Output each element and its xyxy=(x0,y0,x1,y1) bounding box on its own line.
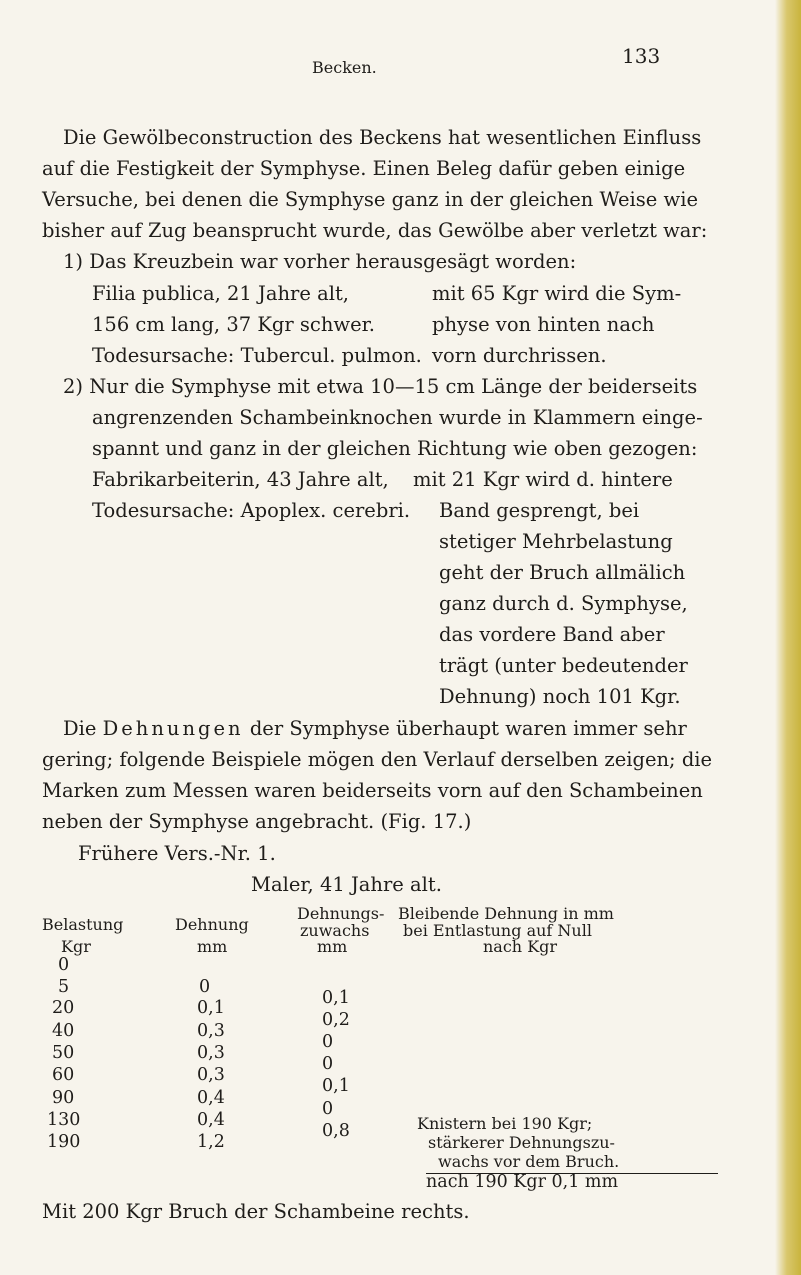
load-value: 0 xyxy=(58,955,70,975)
para2-first-word: Die xyxy=(63,717,97,740)
stretch-value: 1,2 xyxy=(197,1132,225,1152)
running-title: Becken. xyxy=(312,58,377,77)
case2-heading: 2) Nur die Symphyse mit etwa 10—15 cm Länge der beiderseits xyxy=(63,375,698,398)
case2-result: trägt (unter bedeutender xyxy=(439,654,688,677)
col-unit-stretch: mm xyxy=(197,937,228,956)
intro-line: Versuche, bei denen die Symphyse ganz in der gleichen Weise wie xyxy=(42,188,698,211)
load-value: 130 xyxy=(47,1110,81,1130)
intro-line: bisher auf Zug beansprucht wurde, das Gewölbe aber verletzt war: xyxy=(42,219,708,242)
residual-note: stärkerer Dehnungszu- xyxy=(428,1133,615,1152)
increase-value: 0,2 xyxy=(322,1010,350,1030)
case2-result: Dehnung) noch 101 Kgr. xyxy=(439,685,681,708)
col-header-residual-2: bei Entlastung auf Null xyxy=(403,921,592,940)
increase-value: 0 xyxy=(322,1054,334,1074)
para2-line: neben der Symphyse angebracht. (Fig. 17.) xyxy=(42,810,472,833)
col-header-increase-2: zuwachs xyxy=(300,921,370,940)
para2-line-rest: der Symphyse überhaupt waren immer sehr xyxy=(249,717,687,740)
final-line: Mit 200 Kgr Bruch der Schambeine rechts. xyxy=(42,1200,470,1223)
case1-result: physe von hinten nach xyxy=(432,313,655,336)
case1-heading: 1) Das Kreuzbein war vorher herausgesägt worden: xyxy=(63,250,577,273)
case2-result: das vordere Band aber xyxy=(439,623,665,646)
para2-line xyxy=(63,717,687,740)
case2-result: ganz durch d. Symphyse, xyxy=(439,592,688,615)
increase-value: 0 xyxy=(322,1032,334,1052)
case1-detail: 156 cm lang, 37 Kgr schwer. xyxy=(92,313,376,336)
case2-heading: spannt und ganz in der gleichen Richtung wie oben gezogen: xyxy=(92,437,698,460)
col-header-residual: Bleibende Dehnung in mm xyxy=(398,904,614,923)
col-unit-residual: nach Kgr xyxy=(483,937,558,956)
case1-detail: Filia publica, 21 Jahre alt, xyxy=(92,282,349,305)
case2-heading: angrenzenden Schambeinknochen wurde in Klammern einge- xyxy=(92,406,703,429)
increase-value: 0,1 xyxy=(322,1076,350,1096)
col-header-load: Belastung xyxy=(42,915,124,934)
case2-result: geht der Bruch allmälich xyxy=(439,561,686,584)
intro-line: auf die Festigkeit der Symphyse. Einen Beleg dafür geben einige xyxy=(42,157,686,180)
para2-line: Marken zum Messen waren beiderseits vorn auf den Schambeinen xyxy=(42,779,703,802)
stretch-value: 0,1 xyxy=(197,998,225,1018)
load-value: 20 xyxy=(52,998,75,1018)
increase-value: 0 xyxy=(322,1099,334,1119)
col-unit-load: Kgr xyxy=(61,937,91,956)
case2-result: Band gesprengt, bei xyxy=(439,499,640,522)
page-edge xyxy=(775,0,801,1275)
residual-note: Knistern bei 190 Kgr; xyxy=(417,1114,593,1133)
col-header-stretch: Dehnung xyxy=(175,915,249,934)
stretch-value: 0,3 xyxy=(197,1043,225,1063)
case2-detail: Todesursache: Apoplex. cerebri. xyxy=(92,499,411,522)
case2-detail: Fabrikarbeiterin, 43 Jahre alt, xyxy=(92,468,389,491)
load-value: 60 xyxy=(52,1065,75,1085)
load-value: 5 xyxy=(58,977,70,997)
load-value: 40 xyxy=(52,1021,75,1041)
case1-result: vorn durchrissen. xyxy=(432,344,607,367)
para2-line: gering; folgende Beispiele mögen den Verlauf derselben zeigen; die xyxy=(42,748,713,771)
col-header-increase: Dehnungs- xyxy=(297,904,385,923)
case2-result: mit 21 Kgr wird d. hintere xyxy=(413,468,673,491)
page-number: 133 xyxy=(622,44,661,68)
case1-detail: Todesursache: Tubercul. pulmon. xyxy=(92,344,422,367)
intro-line: Die Gewölbeconstruction des Beckens hat wesentlichen Einfluss xyxy=(63,126,702,149)
stretch-value: 0,3 xyxy=(197,1021,225,1041)
residual-note: wachs vor dem Bruch. xyxy=(438,1152,620,1171)
experiment-subject: Maler, 41 Jahre alt. xyxy=(251,873,442,896)
case2-result: stetiger Mehrbelastung xyxy=(439,530,673,553)
increase-value: 0,1 xyxy=(322,988,350,1008)
load-value: 190 xyxy=(47,1132,81,1152)
stretch-value: 0,4 xyxy=(197,1110,225,1130)
col-unit-increase: mm xyxy=(317,937,348,956)
experiment-label: Frühere Vers.-Nr. 1. xyxy=(78,842,276,865)
increase-value: 0,8 xyxy=(322,1121,350,1141)
stretch-value: 0,4 xyxy=(197,1088,225,1108)
para2-spaced-word: Dehnungen xyxy=(102,717,244,740)
load-value: 90 xyxy=(52,1088,75,1108)
stretch-value: 0,3 xyxy=(197,1065,225,1085)
case1-result: mit 65 Kgr wird die Sym- xyxy=(432,282,682,305)
stretch-value: 0 xyxy=(199,977,211,997)
residual-after: nach 190 Kgr 0,1 mm xyxy=(426,1172,619,1192)
load-value: 50 xyxy=(52,1043,75,1063)
